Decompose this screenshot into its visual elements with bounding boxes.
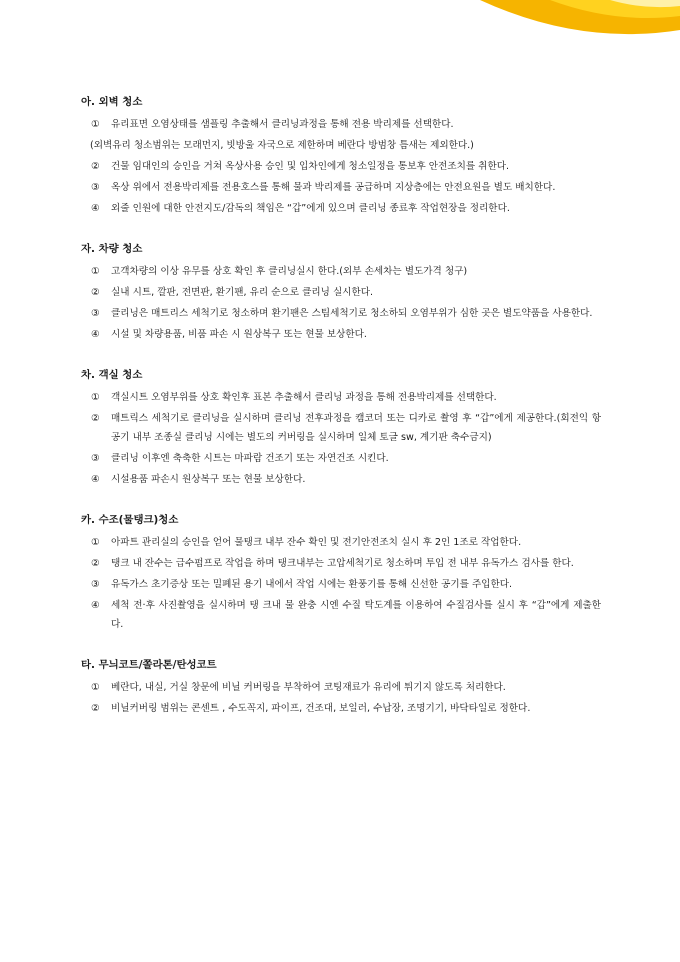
list-item (81, 157, 601, 176)
section-coating (81, 655, 601, 718)
section-vehicle (81, 239, 601, 344)
section-heading: 자. 차량 청소 (81, 243, 143, 255)
list-item (81, 115, 601, 134)
list-item (81, 178, 601, 197)
section-water-tank (81, 510, 601, 634)
section-heading: 타. 무늬코트/쫄라톤/탄성코트 (81, 659, 217, 671)
section-exterior-wall (81, 92, 601, 218)
item-text: 외줄 인원에 대한 안전지도/감독의 책임은 “갑”에게 있으며 클리닝 종료후 작업현장을 정리한다. (111, 203, 510, 214)
list-item (81, 678, 601, 697)
list-item (81, 449, 601, 468)
list-item (81, 283, 601, 302)
item-number: ② (91, 161, 100, 172)
section-heading: 차. 객실 청소 (81, 369, 143, 381)
item-number: ① (91, 266, 100, 277)
list-item (81, 325, 601, 344)
item-text: 비닐커버링 범위는 콘센트 , 수도꼭지, 파이프, 건조대, 보일러, 수납장, 조명기기, 바닥타일로 정한다. (111, 703, 531, 714)
list-note (81, 136, 601, 155)
section-heading: 카. 수조(물탱크)청소 (81, 514, 179, 526)
item-text: 시설용품 파손시 원상복구 또는 현물 보상한다. (111, 474, 306, 485)
item-text: 아파트 관리실의 승인을 얻어 물탱크 내부 잔수 확인 및 전기안전조치 실시 후 2인 1조로 작업한다. (111, 537, 522, 548)
item-number: ③ (91, 308, 100, 319)
item-number: ② (91, 558, 100, 569)
item-text: 객실시트 오염부위를 상호 확인후 표본 추출해서 클리닝 과정을 통해 전용박리제를 선택한다. (111, 392, 497, 403)
list-item (81, 262, 601, 281)
item-text: 베란다, 내실, 거실 창문에 비닐 커버링을 부착하여 코팅재료가 유리에 튀기지 않도록 처리한다. (111, 682, 506, 693)
item-number: ④ (91, 329, 100, 340)
list-item (81, 304, 601, 323)
item-text: 건물 임대인의 승인을 거쳐 옥상사용 승인 및 입차인에게 청소일정을 통보후 안전조치를 취한다. (111, 161, 510, 172)
list-item (81, 554, 601, 573)
list-item (81, 409, 601, 447)
item-number: ③ (91, 579, 100, 590)
item-number: ④ (91, 203, 100, 214)
item-number: ④ (91, 600, 100, 611)
item-text: 시설 및 차량용품, 비품 파손 시 원상복구 또는 현물 보상한다. (111, 329, 367, 340)
corner-swoosh-decoration (440, 0, 680, 60)
item-text: 실내 시트, 깔판, 전면판, 환기팬, 유리 순으로 클리닝 실시한다. (111, 287, 374, 298)
item-number: ① (91, 682, 100, 693)
list-item (81, 199, 601, 218)
item-text: 유독가스 초기증상 또는 밀폐된 용기 내에서 작업 시에는 환풍기를 통해 신선한 공기를 주입한다. (111, 579, 513, 590)
item-number: ③ (91, 453, 100, 464)
item-number: ③ (91, 182, 100, 193)
item-text: 매트릭스 세척기로 클리닝을 실시하며 클리닝 전후과정을 캠코더 또는 디카로 촬영 후 “갑”에게 제공한다.(회전익 항공기 내부 조종실 클리닝 시에는 별도의 커버링을 실시하며 일체 토글 sw, 계기판 축수금지) (111, 413, 601, 443)
item-number: ② (91, 287, 100, 298)
item-text: 옥상 위에서 전용박리제를 전용호스를 통해 물과 박리제를 공급하며 지상층에는 안전요원을 별도 배치한다. (111, 182, 556, 193)
item-number: ② (91, 413, 100, 424)
item-text: 탱크 내 잔수는 급수펌프로 작업을 하며 탱크내부는 고압세척기로 청소하며 투입 전 내부 유독가스 검사를 한다. (111, 558, 574, 569)
item-number: ① (91, 119, 100, 130)
item-text: 세척 전·후 사진촬영을 실시하며 탱 크내 물 완충 시엔 수질 탁도계를 이용하여 수질검사를 실시 후 “갑”에게 제출한다. (111, 600, 601, 630)
item-number: ① (91, 537, 100, 548)
list-item (81, 388, 601, 407)
list-item (81, 575, 601, 594)
item-text: 유리표면 오염상태를 샘플링 추출해서 클리닝과정을 통해 전용 박리제를 선택한다. (111, 119, 454, 130)
item-text: (외벽유리 청소범위는 모래먼지, 빗방울 자국으로 제한하며 베란다 방범창 틈새는 제외한다.) (90, 140, 474, 151)
list-item (81, 533, 601, 552)
item-number: ② (91, 703, 100, 714)
item-text: 클리닝은 매트리스 세척기로 청소하며 환기팬은 스팀세척기로 청소하되 오염부위가 심한 곳은 별도약품을 사용한다. (111, 308, 593, 319)
item-text: 클리닝 이후엔 축축한 시트는 마파람 건조기 또는 자연건조 시킨다. (111, 453, 389, 464)
list-item (81, 596, 601, 634)
list-item (81, 470, 601, 489)
section-heading: 아. 외벽 청소 (81, 96, 143, 108)
item-number: ① (91, 392, 100, 403)
item-text: 고객차량의 이상 유무를 상호 확인 후 클리닝실시 한다.(외부 손세차는 별도가격 청구) (111, 266, 468, 277)
list-item (81, 699, 601, 718)
item-number: ④ (91, 474, 100, 485)
section-cabin (81, 365, 601, 489)
document-body (81, 92, 601, 739)
